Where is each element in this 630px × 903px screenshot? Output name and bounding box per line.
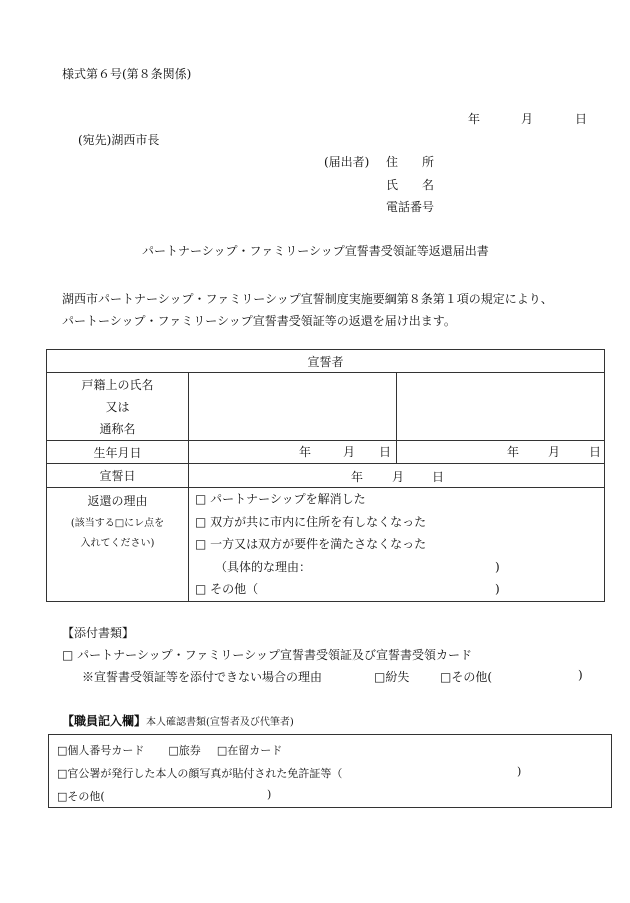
reason-options-cell (189, 488, 605, 602)
birth-1-year: 年 (299, 445, 312, 459)
declarant-2-birth-field[interactable] (397, 441, 605, 464)
reason-label: 返還の理由 (87, 494, 148, 508)
staff-heading-label: 【職員記入欄】 (62, 714, 147, 728)
oath-day: 日 (432, 469, 445, 484)
declarant-1-birth-field[interactable] (189, 441, 397, 464)
reason-option-dissolved[interactable]: □ パートナーシップを解消した (195, 492, 366, 506)
intro-line-1: 湖西市パートナーシップ・ファミリーシップ宣誓制度実施要綱第８条第１項の規定により、 (62, 292, 553, 306)
staff-row-2 (57, 765, 342, 781)
reason-other-label: □ その他（ (195, 582, 259, 596)
reason-label-cell (47, 488, 189, 602)
staff-row-3-close: ) (267, 788, 272, 801)
intro-line-2: パートーシップ・ファミリーシップ宣誓書受領証等の返還を届け出ます。 (62, 314, 456, 328)
staff-box (48, 734, 612, 808)
date-day-label: 日 (575, 112, 588, 126)
reason-note-2: 入れてください) (80, 538, 155, 549)
birth-2-day: 日 (589, 445, 602, 459)
name-label-cell (47, 373, 189, 441)
reason-other-close: ) (495, 582, 500, 596)
notifier-address-label: 住 所 (386, 155, 435, 169)
document-title: パートナーシップ・ファミリーシップ宣誓書受領証等返還届出書 (142, 244, 489, 258)
attachment-lost-option[interactable]: □紛失 (374, 670, 410, 684)
staff-subheading: 本人確認書類(宣誓者及び代筆者) (146, 717, 294, 728)
table-header: 宣誓者 (47, 350, 605, 373)
attachment-item[interactable]: □ パートナーシップ・ファミリーシップ宣誓書受領証及び宣誓書受領カード (62, 648, 472, 662)
name-label-line-2: 又は (105, 399, 130, 414)
name-label-line-3: 通称名 (99, 421, 136, 436)
attachments-heading: 【添付書類】 (62, 626, 135, 640)
birth-date-label: 生年月日 (47, 441, 189, 464)
staff-residence-card-option[interactable]: □在留カード (216, 744, 283, 757)
staff-other-option[interactable]: □その他( (57, 790, 105, 803)
staff-passport-option[interactable]: □旅券 (168, 744, 201, 757)
staff-mynumber-option[interactable]: □個人番号カード (57, 744, 145, 757)
birth-1-day: 日 (379, 445, 392, 459)
oath-date-label: 宣誓日 (47, 464, 189, 488)
staff-heading (62, 712, 294, 729)
notifier-label: (届出者) (324, 155, 370, 169)
staff-license-option[interactable]: □官公署が発行した本人の顔写真が貼付された免許証等（ (57, 767, 343, 780)
name-label-line-1: 戸籍上の氏名 (81, 377, 154, 392)
notifier-name-label: 氏 名 (386, 178, 435, 192)
reason-specific[interactable] (189, 556, 604, 579)
reason-option-moved[interactable]: □ 双方が共に市内に住所を有しなくなった (195, 514, 427, 529)
notifier-phone-label: 電話番号 (386, 200, 435, 214)
reason-specific-label: （具体的な理由： (215, 559, 312, 574)
attachment-note: ※宣誓書受領証等を添付できない場合の理由 (82, 670, 323, 684)
reason-specific-close: ) (495, 559, 500, 574)
birth-2-month: 月 (548, 445, 561, 459)
date-month-label: 月 (521, 112, 534, 126)
date-year-label: 年 (468, 112, 481, 126)
declarant-1-name-field[interactable] (189, 373, 397, 441)
reason-option-other[interactable] (189, 578, 604, 601)
form-number: 様式第６号(第８条関係) (62, 67, 192, 81)
staff-row-1 (57, 742, 282, 758)
staff-row-3 (57, 788, 105, 804)
attachment-other-close: ) (578, 668, 583, 682)
oath-date-field[interactable] (189, 464, 605, 488)
oath-year: 年 (351, 469, 364, 484)
addressee: (宛先)湖西市長 (78, 133, 160, 147)
reason-note-1: (該当する□にレ点を (70, 518, 165, 529)
declarant-2-name-field[interactable] (397, 373, 605, 441)
staff-row-2-close: ) (517, 765, 522, 778)
attachment-other-option[interactable]: □その他( (440, 670, 493, 684)
reason-option-requirements[interactable]: □ 一方又は双方が要件を満たさなくなった (195, 537, 427, 551)
declarant-table (46, 349, 605, 602)
birth-2-year: 年 (507, 445, 520, 459)
oath-month: 月 (392, 469, 405, 484)
birth-1-month: 月 (343, 445, 356, 459)
